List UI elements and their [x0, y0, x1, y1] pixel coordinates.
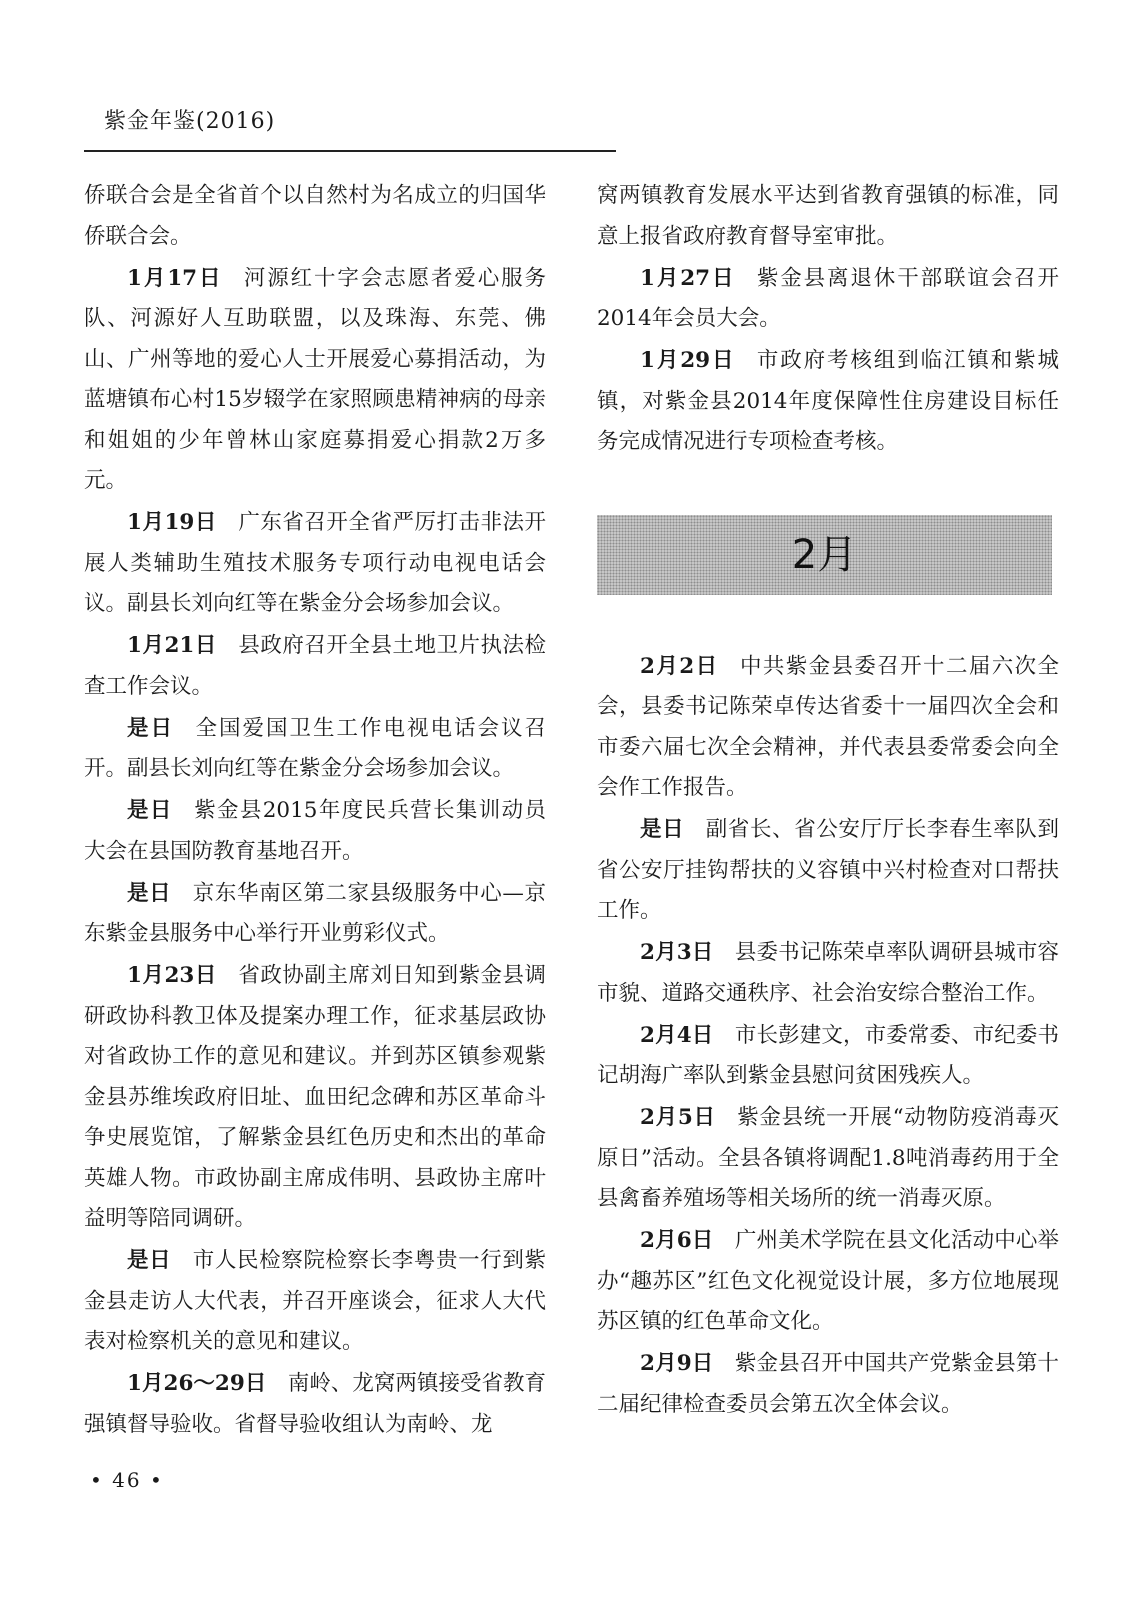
entry-text: 河源红十字会志愿者爱心服务队、河源好人互助联盟，以及珠海、东莞、佛山、广州等地的爱心人士开展爱心募捐活动，为蓝塘镇布心村15岁辍学在家照顾患精神病的母亲和姐姐的少年曾林山家庭募捐爱心捐款2万多元。 — [84, 265, 546, 493]
entry-text: 市人民检察院检察长李粤贵一行到紫金县走访人大代表，并召开座谈会，征求人大代表对检察机关的意见和建议。 — [84, 1248, 546, 1354]
entry-date: 1月27日 — [640, 265, 736, 291]
entry-date: 2月4日 — [640, 1022, 714, 1048]
entry-date: 是日 — [127, 880, 172, 906]
entry-paragraph — [84, 626, 546, 707]
entry-date: 1月29日 — [640, 348, 736, 373]
entry-date: 是日 — [127, 1248, 172, 1273]
entry-paragraph — [597, 1016, 1059, 1097]
header-rule — [84, 150, 616, 152]
entry-paragraph: 侨联合会是全省首个以自然村为名成立的归国华侨联合会。 — [84, 183, 546, 249]
entry-date: 1月17日 — [127, 265, 223, 291]
entry-paragraph — [597, 933, 1059, 1014]
entry-paragraph — [84, 1364, 546, 1445]
entry-date: 是日 — [127, 798, 173, 823]
entry-date: 1月21日 — [127, 633, 217, 658]
entry-paragraph — [597, 1344, 1059, 1425]
entry-paragraph — [597, 259, 1059, 340]
left-column — [84, 176, 546, 1447]
entry-paragraph — [84, 503, 546, 625]
right-column — [597, 176, 1059, 1427]
entry-paragraph — [597, 1221, 1059, 1343]
entry-text: 紫金县离退休干部联谊会召开2014年会员大会。 — [597, 265, 1059, 331]
entry-date: 2月5日 — [640, 1105, 716, 1130]
entry-paragraph — [597, 341, 1059, 463]
entry-date: 是日 — [127, 715, 174, 741]
entry-text: 全国爱国卫生工作电视电话会议召开。副县长刘向红等在紫金分会场参加会议。 — [84, 715, 546, 781]
entry-paragraph — [597, 647, 1059, 809]
month-banner — [597, 515, 1052, 595]
entry-text: 县政府召开全县土地卫片执法检查工作会议。 — [84, 633, 546, 699]
entry-date: 1月23日 — [127, 963, 217, 988]
entry-text: 紫金县统一开展“动物防疫消毒灭原日”活动。全县各镇将调配1.8吨消毒药用于全县禽畜养殖场等相关场所的统一消毒灭原。 — [597, 1105, 1059, 1211]
entry-text: 紫金县2015年度民兵营长集训动员大会在县国防教育基地召开。 — [84, 798, 546, 864]
entry-text: 市长彭建文，市委常委、市纪委书记胡海广率队到紫金县慰问贫困残疾人。 — [597, 1022, 1059, 1088]
month-banner-label: 2月 — [791, 531, 858, 578]
entry-paragraph: 窝两镇教育发展水平达到省教育强镇的标准，同意上报省政府教育督导室审批。 — [597, 183, 1059, 249]
entry-paragraph — [597, 1098, 1059, 1220]
entry-paragraph — [84, 709, 546, 790]
entry-text: 南岭、龙窝两镇接受省教育强镇督导验收。省督导验收组认为南岭、龙 — [84, 1371, 546, 1437]
entry-date: 2月6日 — [640, 1228, 714, 1253]
page-number: • 46 • — [90, 1468, 164, 1492]
entry-date: 2月2日 — [640, 653, 719, 679]
entry-text: 县委书记陈荣卓率队调研县城市容市貌、道路交通秩序、社会治安综合整治工作。 — [597, 940, 1059, 1006]
entry-text: 京东华南区第二家县级服务中心—京东紫金县服务中心举行开业剪彩仪式。 — [84, 880, 546, 946]
entry-paragraph — [84, 1241, 546, 1363]
entry-date: 2月9日 — [640, 1351, 714, 1376]
entry-text: 紫金县召开中国共产党紫金县第十二届纪律检查委员会第五次全体会议。 — [597, 1351, 1059, 1417]
entry-paragraph — [84, 874, 546, 955]
entry-text: 中共紫金县委召开十二届六次全会，县委书记陈荣卓传达省委十一届四次全会和市委六届七次全会精神，并代表县委常委会向全会作工作报告。 — [597, 653, 1059, 800]
entry-paragraph — [597, 810, 1059, 932]
entry-date: 1月19日 — [127, 510, 217, 535]
entry-text: 市政府考核组到临江镇和紫城镇，对紫金县2014年度保障性住房建设目标任务完成情况进行专项检查考核。 — [597, 348, 1059, 454]
entry-text: 副省长、省公安厅厅长李春生率队到省公安厅挂钩帮扶的义容镇中兴村检查对口帮扶工作。 — [597, 817, 1059, 923]
entry-paragraph — [84, 259, 546, 502]
entry-date: 是日 — [640, 817, 685, 842]
entry-paragraph — [84, 791, 546, 872]
entry-paragraph — [84, 956, 546, 1240]
running-header: 紫金年鉴(2016) — [104, 109, 276, 134]
entry-text: 省政协副主席刘日知到紫金县调研政协科教卫体及提案办理工作，征求基层政协对省政协工作的意见和建议。并到苏区镇参观紫金县苏维埃政府旧址、血田纪念碑和苏区革命斗争史展览馆，了解紫金县红色历史和杰出的革命英雄人物。市政协副主席成伟明、县政协主席叶益明等陪同调研。 — [84, 963, 546, 1231]
entry-date: 2月3日 — [640, 940, 714, 965]
entry-date: 1月26～29日 — [127, 1371, 267, 1396]
entry-text: 广东省召开全省严厉打击非法开展人类辅助生殖技术服务专项行动电视电话会议。副县长刘向红等在紫金分会场参加会议。 — [84, 510, 546, 616]
entry-text: 广州美术学院在县文化活动中心举办“趣苏区”红色文化视觉设计展，多方位地展现苏区镇的红色革命文化。 — [597, 1228, 1059, 1334]
